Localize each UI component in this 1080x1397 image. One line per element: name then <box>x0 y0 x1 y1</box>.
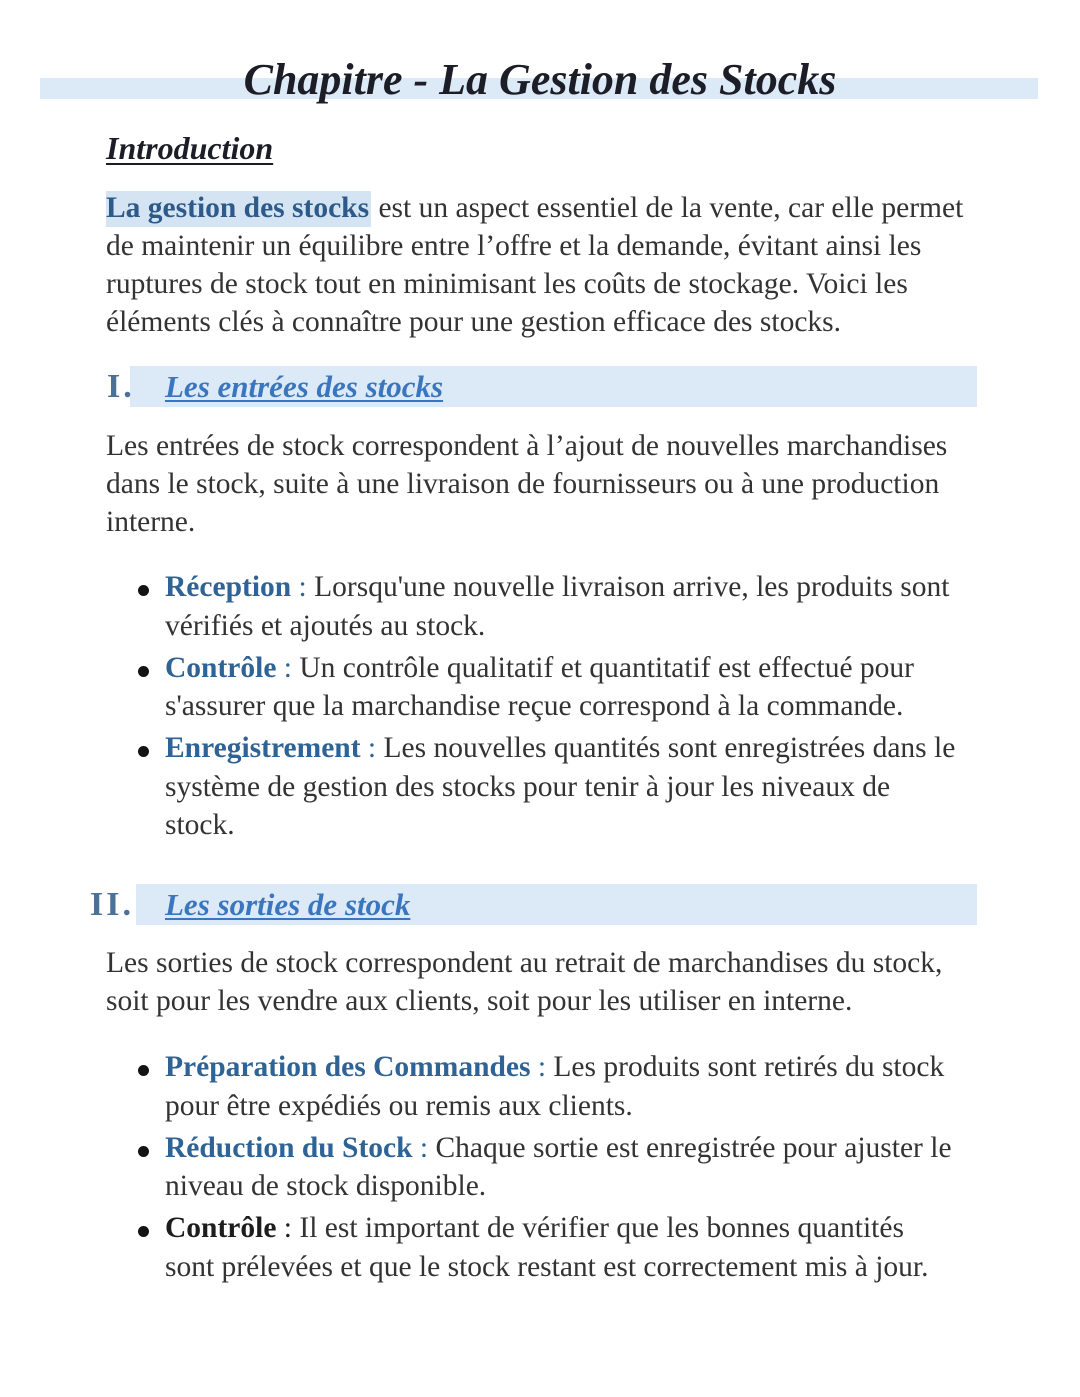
list-item-line: s'assurer que la marchandise reçue correspond à la commande. <box>165 690 904 722</box>
list-item-line <box>165 1209 952 1248</box>
list-item-text: Un contrôle qualitatif et quantitatif est effectué pour <box>299 651 915 684</box>
list-item-label: Enregistrement <box>165 732 361 764</box>
section-heading: Les entrées des stocks <box>165 369 444 404</box>
list-item-label: Contrôle <box>165 651 277 684</box>
bullet-icon <box>138 746 149 757</box>
page-title: Chapitre - La Gestion des Stocks <box>243 55 837 104</box>
list-item-separator: : <box>419 1131 429 1164</box>
paragraph-line: soit pour les vendre aux clients, soit pour les utiliser en interne. <box>106 985 853 1017</box>
list-item-line <box>165 729 955 768</box>
list-item-line: sont prélevées et que le stock restant est correctement mis à jour. <box>165 1250 929 1283</box>
list-item-text: Il est important de vérifier que les bonnes quantités <box>299 1212 904 1244</box>
list-item <box>165 649 955 726</box>
list-item-label: Réception <box>165 571 292 603</box>
list-item-line: niveau de stock disponible. <box>165 1170 487 1202</box>
section-numeral: I. <box>107 368 135 405</box>
highlighted-term: La gestion des stocks <box>106 191 371 227</box>
list-item-text: Chaque sortie est enregistrée pour ajuster le <box>435 1131 952 1164</box>
list-item-line <box>165 1048 952 1087</box>
list-item-separator: : <box>367 732 377 764</box>
bullet-list <box>165 568 955 848</box>
section-numeral: II. <box>90 886 134 923</box>
bullet-icon <box>138 1065 149 1076</box>
bullet-list <box>165 1048 952 1290</box>
list-item-text: Les nouvelles quantités sont enregistrées dans le <box>383 732 956 764</box>
list-item-separator: : <box>283 651 292 684</box>
list-item-line <box>165 1129 952 1168</box>
introduction-paragraph <box>106 189 963 341</box>
list-item <box>165 1048 952 1125</box>
list-item-line <box>165 649 955 688</box>
paragraph-line: dans le stock, suite à une livraison de fournisseurs ou à une production <box>106 468 940 500</box>
paragraph-line: Les sorties de stock correspondent au retrait de marchandises du stock, <box>106 947 943 979</box>
introduction-heading: Introduction <box>106 130 274 166</box>
list-item-separator: : <box>283 1212 292 1244</box>
list-item-label: Préparation des Commandes <box>165 1051 531 1083</box>
paragraph-line: de maintenir un équilibre entre l’offre et la demande, évitant ainsi les <box>106 230 922 262</box>
bullet-icon <box>138 585 149 596</box>
paragraph-line: éléments clés à connaître pour une gestion efficace des stocks. <box>106 306 842 338</box>
list-item-line <box>165 568 955 607</box>
list-item-separator: : <box>537 1051 547 1083</box>
list-item-line: stock. <box>165 809 235 841</box>
list-item <box>165 729 955 845</box>
bullet-icon <box>138 1226 149 1237</box>
list-item-separator: : <box>298 571 307 603</box>
list-item-line: vérifiés et ajoutés au stock. <box>165 609 486 642</box>
paragraph-line <box>106 189 963 227</box>
list-item-line: système de gestion des stocks pour tenir à jour les niveaux de <box>165 770 891 803</box>
paragraph-line: ruptures de stock tout en minimisant les coûts de stockage. Voici les <box>106 268 908 300</box>
list-item-text: Lorsqu'une nouvelle livraison arrive, les produits sont <box>314 571 950 603</box>
bullet-icon <box>138 1146 149 1157</box>
list-item-line: pour être expédiés ou remis aux clients. <box>165 1089 633 1122</box>
paragraph-line: interne. <box>106 506 196 538</box>
list-item-text: Les produits sont retirés du stock <box>553 1051 945 1083</box>
list-item-label: Contrôle <box>165 1212 277 1244</box>
section-paragraph <box>106 944 942 1020</box>
list-item <box>165 1209 952 1286</box>
list-item <box>165 1129 952 1206</box>
section-heading: Les sorties de stock <box>165 887 411 922</box>
list-item-label: Réduction du Stock <box>165 1131 413 1164</box>
list-item <box>165 568 955 645</box>
bullet-icon <box>138 666 149 677</box>
section-paragraph <box>106 427 947 541</box>
paragraph-line-text: est un aspect essentiel de la vente, car elle permet <box>378 192 964 224</box>
paragraph-line: Les entrées de stock correspondent à l’ajout de nouvelles marchandises <box>106 430 948 462</box>
